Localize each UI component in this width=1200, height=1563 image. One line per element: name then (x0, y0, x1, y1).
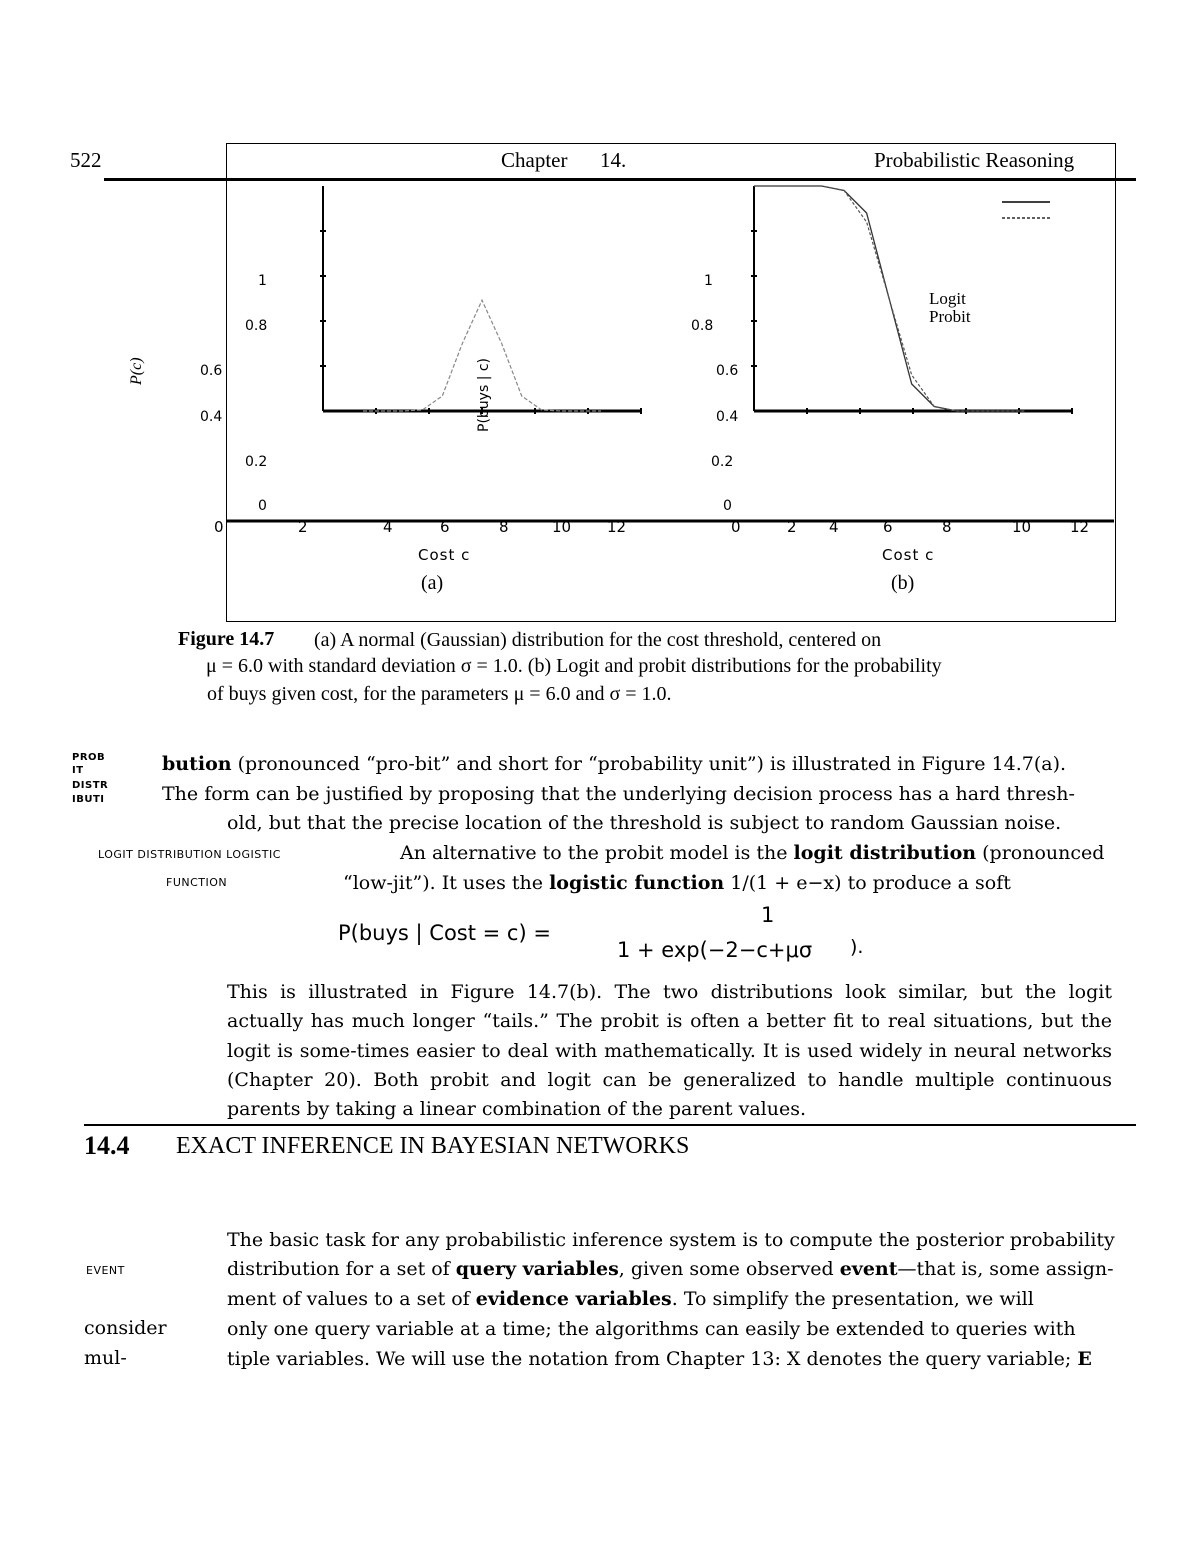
b-ytick-0.2: 0.2 (711, 454, 734, 470)
term-bution: bution (162, 753, 232, 775)
a-xtick-12: 12 (607, 518, 627, 536)
p3-line-4: (Chapter 20). Both probit and logit can be generalized to handle multiple continuous (227, 1069, 1112, 1091)
p4-3a: ment of values to a set of (227, 1288, 476, 1310)
a-inner-ylabel: P(buys | c) (476, 357, 492, 432)
b-xtick-4: 4 (829, 518, 839, 536)
p1-line-1 (162, 753, 1066, 775)
p4-line-1: The basic task for any probabilistic inference system is to compute the posterior probability (227, 1229, 1115, 1251)
p4-line-2 (227, 1258, 1114, 1280)
equation-denominator: 1 + exp(−2−c+μσ (617, 938, 813, 962)
p4-line-5 (227, 1348, 1092, 1370)
term-logit-distribution: logit distribution (793, 842, 977, 864)
p3-line-2: actually has much longer “tails.” The probit is often a better fit to real situations, but the (227, 1010, 1112, 1032)
legend-logit-label: Logit (929, 289, 966, 308)
term-event: event (839, 1258, 898, 1280)
p2-c: “low-jit”). It uses the (343, 872, 550, 894)
p4-2c: , given some observed (618, 1258, 840, 1280)
a-ytick-1: 1 (258, 273, 267, 289)
a-ytick-0: 0 (258, 498, 267, 514)
a-xtick-0: 0 (214, 518, 224, 536)
a-ytick-0.8: 0.8 (245, 318, 268, 334)
margin-probit-1: PROB (72, 752, 106, 763)
a-ytick-0.4: 0.4 (200, 409, 223, 425)
b-xtick-2: 2 (787, 518, 797, 536)
term-logistic-function: logistic function (549, 872, 725, 894)
a-xtick-8: 8 (499, 518, 509, 536)
section-number: 14.4 (84, 1131, 130, 1160)
a-xtick-10: 10 (552, 518, 572, 536)
b-xtick-12: 12 (1070, 518, 1090, 536)
section-rule (84, 1124, 1136, 1126)
equation-lhs: P(buys | Cost = c) = (338, 921, 551, 945)
caption-line-3: of buys given cost, for the parameters μ = 6.0 and σ = 1.0. (207, 683, 672, 705)
a-ytick-0.6: 0.6 (200, 363, 223, 379)
term-evidence-variables: evidence variables (475, 1288, 672, 1310)
page-number: 522 (70, 148, 102, 172)
caption-line-1: (a) A normal (Gaussian) distribution for the cost threshold, centered on (314, 629, 882, 651)
b-ytick-0: 0 (723, 498, 732, 514)
margin-probit-3: DISTR (72, 780, 109, 791)
legend-probit-label: Probit (929, 307, 971, 326)
p4-5a: tiple variables. We will use the notation from Chapter 13: X denotes the query variable; (227, 1348, 1078, 1370)
b-ytick-0.4: 0.4 (716, 409, 739, 425)
b-xtick-8: 8 (942, 518, 952, 536)
p1-line-1-text: (pronounced “pro-bit” and short for “probability unit”) is illustrated in Figure 14.7(a). (231, 753, 1067, 775)
margin-mul: mul- (84, 1347, 127, 1369)
p3-line-3: logit is some-times easier to deal with mathematically. It is used widely in neural networks (227, 1040, 1112, 1062)
a-xlabel: Cost c (418, 546, 471, 564)
margin-event: EVENT (86, 1264, 125, 1277)
figure-label: Figure 14.7 (178, 628, 275, 650)
p4-2a: distribution for a set of (227, 1258, 456, 1280)
term-E: E (1077, 1348, 1092, 1370)
margin-probit-2: IT (72, 765, 84, 776)
p3-line-5: parents by taking a linear combination of the parent values. (227, 1098, 806, 1120)
figure-svg (0, 0, 1200, 640)
p4-3c: . To simplify the presentation, we will (671, 1288, 1034, 1310)
term-query-variables: query variables (455, 1258, 619, 1280)
margin-probit-4: IBUTI (72, 794, 105, 805)
b-ytick-0.8: 0.8 (691, 318, 714, 334)
a-xtick-4: 4 (383, 518, 393, 536)
section-title: EXACT INFERENCE IN BAYESIAN NETWORKS (176, 1133, 690, 1159)
p2-line-1 (400, 842, 1104, 864)
p2-line-2 (343, 872, 1011, 894)
chapter-label: Chapter (501, 148, 568, 172)
p4-line-4: only one query variable at a time; the algorithms can easily be extended to queries with (227, 1318, 1076, 1340)
p4-2e: —that is, some assign- (897, 1258, 1114, 1280)
equation-end: ). (850, 936, 864, 958)
p2-a: An alternative to the probit model is the (400, 842, 794, 864)
margin-logit: LOGIT DISTRIBUTION LOGISTIC (98, 848, 281, 861)
p2-b: (pronounced (976, 842, 1105, 864)
b-sublabel: (b) (891, 572, 915, 594)
p3-line-1: This is illustrated in Figure 14.7(b). The two distributions look similar, but the logit (227, 981, 1112, 1003)
margin-consider: consider (84, 1317, 167, 1339)
a-sublabel: (a) (421, 572, 444, 594)
margin-function: FUNCTION (166, 876, 228, 889)
p2-d: 1/(1 + e−x) to produce a soft (724, 872, 1011, 894)
b-xtick-6: 6 (883, 518, 893, 536)
equation-numerator: 1 (761, 903, 775, 927)
a-ytick-0.2: 0.2 (245, 454, 268, 470)
a-xtick-6: 6 (440, 518, 450, 536)
p4-line-3 (227, 1288, 1034, 1310)
p1-line-2: The form can be justified by proposing that the underlying decision process has a hard thresh- (162, 783, 1075, 805)
logit-curve (754, 186, 1024, 411)
running-title: Probabilistic Reasoning (874, 148, 1075, 172)
p1-line-3: old, but that the precise location of the threshold is subject to random Gaussian noise. (227, 812, 1062, 834)
b-ytick-1: 1 (704, 273, 713, 289)
a-ylabel: P(c) (128, 357, 145, 385)
chapter-number: 14. (600, 148, 627, 172)
b-xtick-0: 0 (731, 518, 741, 536)
b-ytick-0.6: 0.6 (716, 363, 739, 379)
b-xtick-10: 10 (1012, 518, 1032, 536)
a-xtick-2: 2 (298, 518, 308, 536)
caption-line-2: μ = 6.0 with standard deviation σ = 1.0. (b) Logit and probit distributions for the probability (206, 655, 942, 677)
b-xlabel: Cost c (882, 546, 935, 564)
